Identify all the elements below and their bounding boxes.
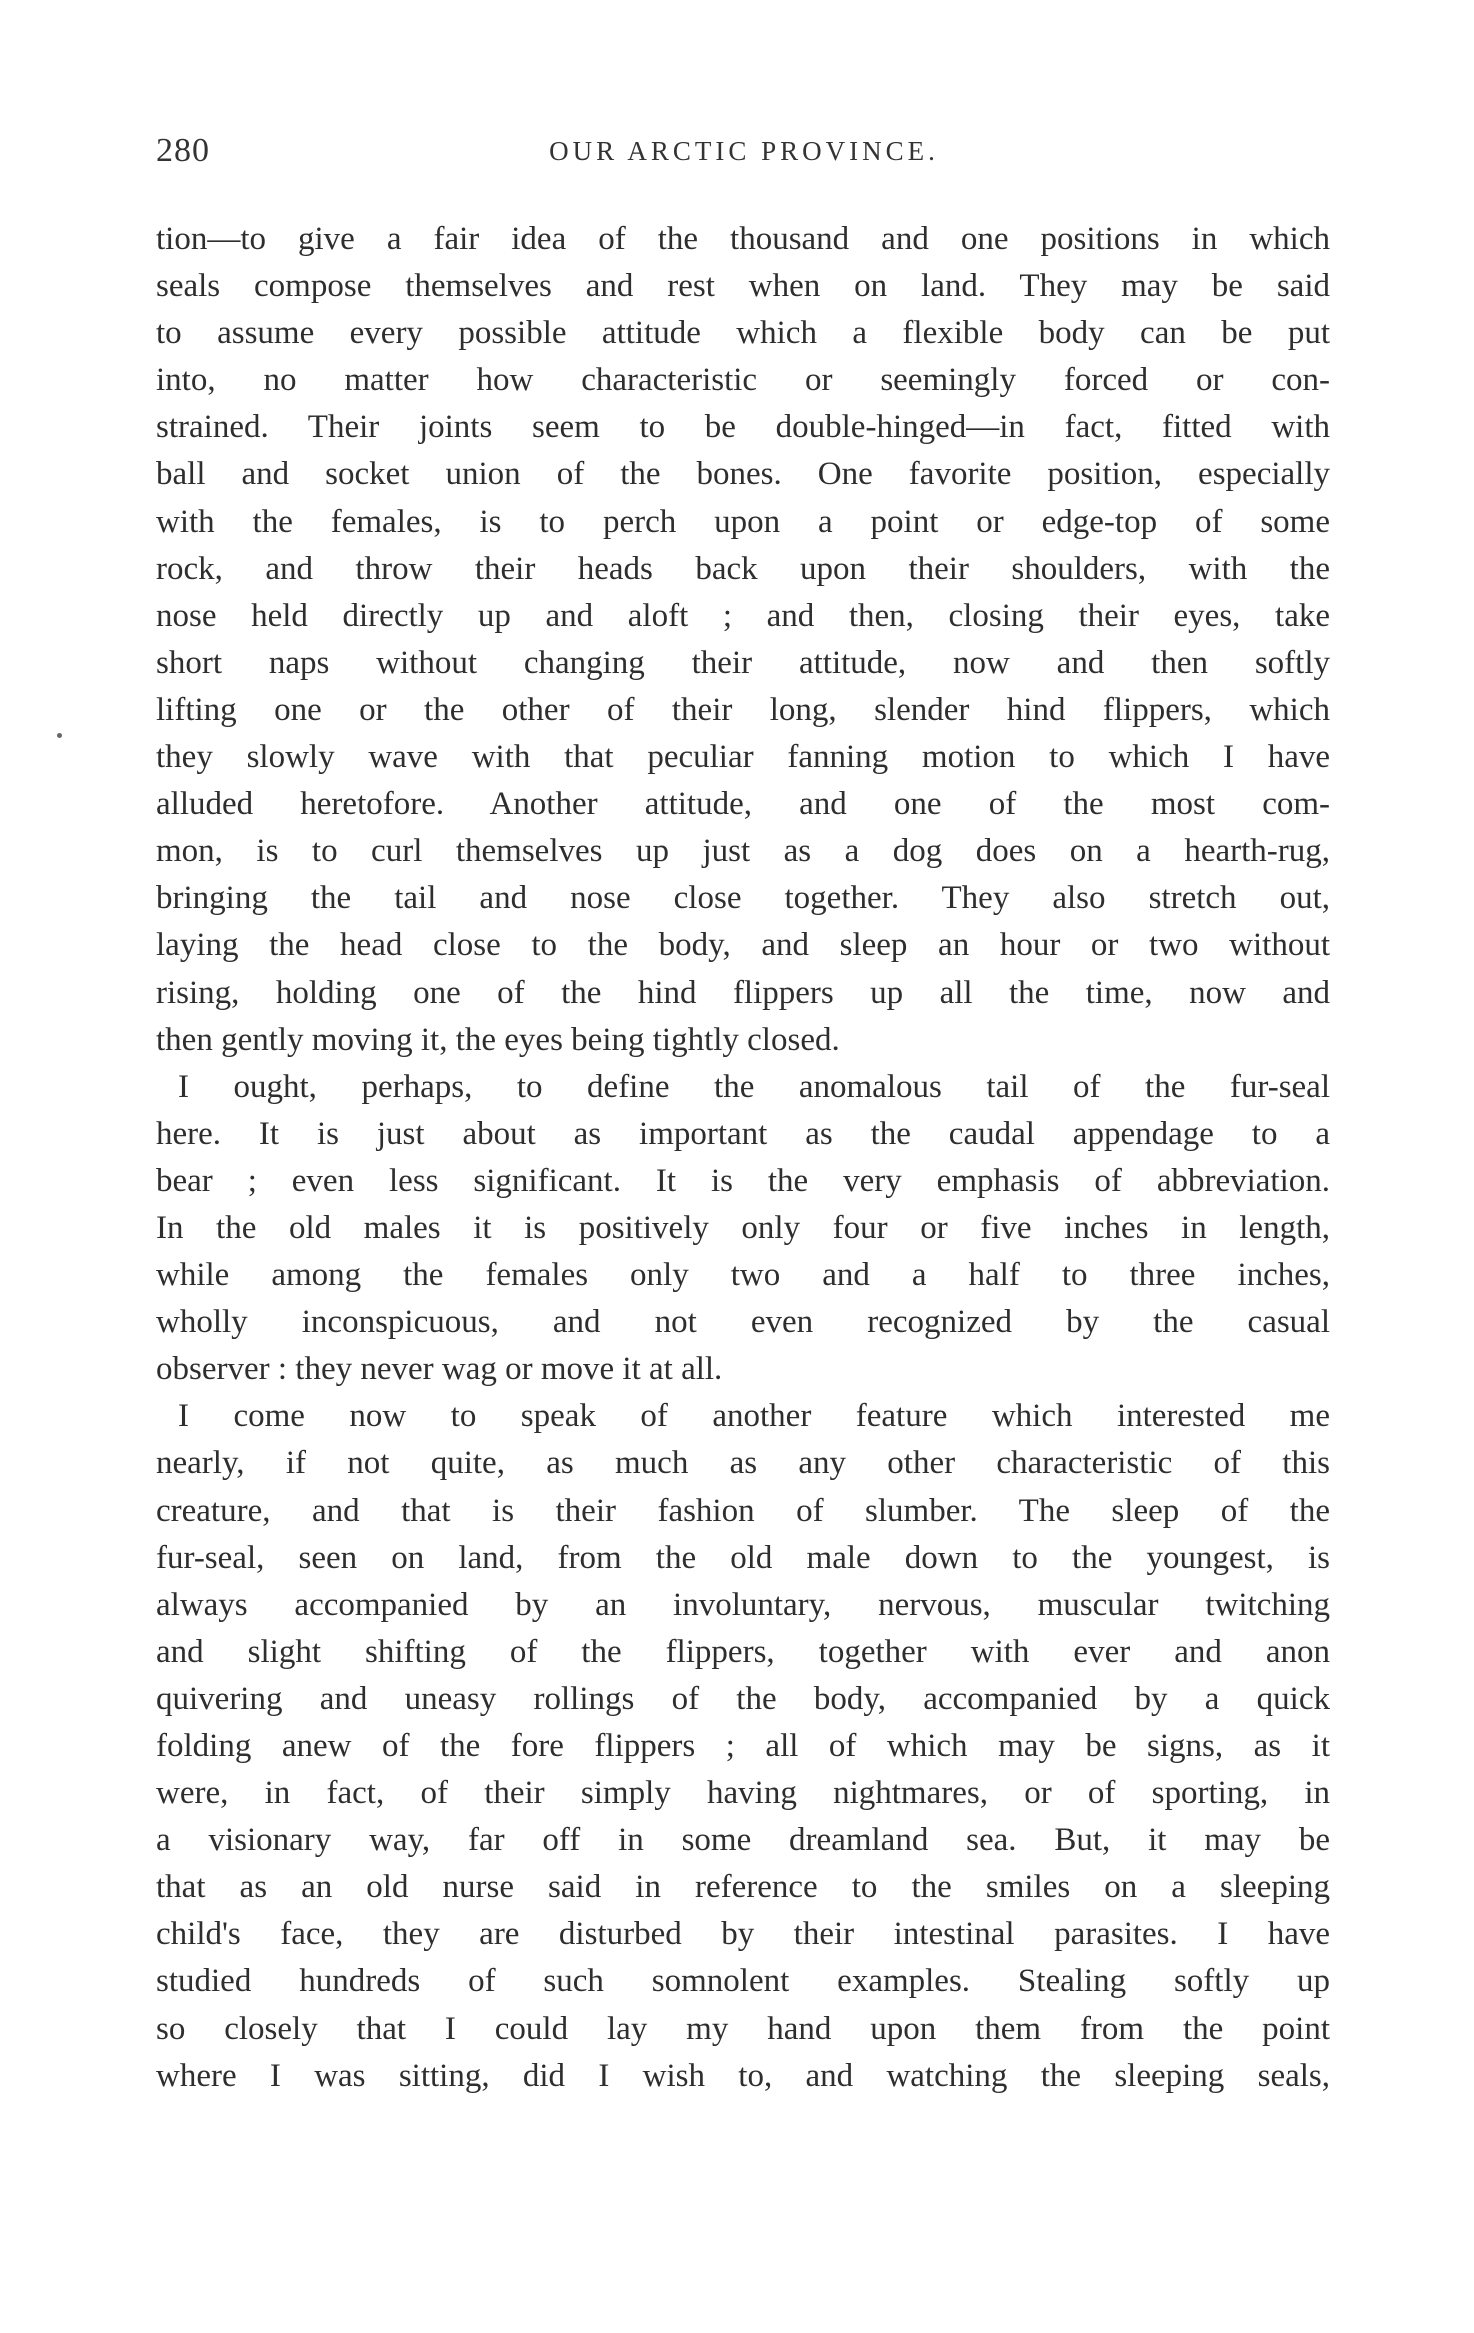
- running-title: OUR ARCTIC PROVINCE.: [549, 136, 939, 166]
- text-line: observer : they never wag or move it at all.: [156, 1351, 723, 1388]
- text-line: that as an old nurse said in reference to the smiles on a sleeping: [156, 1869, 1330, 1906]
- running-head: [156, 132, 1332, 172]
- text-line: I ought, perhaps, to define the anomalous tail of the fur-seal: [178, 1068, 1330, 1105]
- text-line: ball and socket union of the bones. One favorite position, especially: [156, 456, 1330, 493]
- text-line: fur-seal, seen on land, from the old male down to the youngest, is: [156, 1539, 1330, 1576]
- text-line: mon, is to curl themselves up just as a dog does on a hearth-rug,: [156, 833, 1330, 870]
- text-line: then gently moving it, the eyes being tightly closed.: [156, 1021, 840, 1058]
- text-line: wholly inconspicuous, and not even recognized by the casual: [156, 1304, 1330, 1341]
- text-line: nearly, if not quite, as much as any other characteristic of this: [156, 1445, 1330, 1482]
- text-line: child's face, they are disturbed by their intestinal parasites. I have: [156, 1916, 1330, 1953]
- text-line: they slowly wave with that peculiar fanning motion to which I have: [156, 739, 1330, 776]
- text-line: and slight shifting of the flippers, together with ever and anon: [156, 1633, 1330, 1670]
- page-number: 280: [156, 132, 210, 169]
- text-line: seals compose themselves and rest when on land. They may be said: [156, 268, 1330, 305]
- text-line: short naps without changing their attitude, now and then softly: [156, 644, 1330, 681]
- text-line: with the females, is to perch upon a point or edge-top of some: [156, 503, 1330, 540]
- text-line: nose held directly up and aloft ; and then, closing their eyes, take: [156, 597, 1330, 634]
- body-text: [156, 216, 1330, 2100]
- text-line: always accompanied by an involuntary, nervous, muscular twitching: [156, 1586, 1330, 1623]
- text-line: quivering and uneasy rollings of the body, accompanied by a quick: [156, 1680, 1330, 1717]
- text-line: so closely that I could lay my hand upon them from the point: [156, 2010, 1330, 2047]
- text-line: where I was sitting, did I wish to, and watching the sleeping seals,: [156, 2057, 1330, 2094]
- text-line: bringing the tail and nose close together. They also stretch out,: [156, 880, 1330, 917]
- margin-mark: [57, 733, 62, 738]
- text-line: here. It is just about as important as the caudal appendage to a: [156, 1115, 1330, 1152]
- text-line: rising, holding one of the hind flippers up all the time, now and: [156, 974, 1330, 1011]
- text-line: I come now to speak of another feature which interested me: [178, 1398, 1330, 1435]
- text-line: creature, and that is their fashion of slumber. The sleep of the: [156, 1492, 1330, 1529]
- text-line: In the old males it is positively only four or five inches in length,: [156, 1209, 1330, 1246]
- text-line: alluded heretofore. Another attitude, and one of the most com-: [156, 786, 1330, 823]
- text-line: studied hundreds of such somnolent examples. Stealing softly up: [156, 1963, 1330, 2000]
- text-line: a visionary way, far off in some dreamland sea. But, it may be: [156, 1822, 1330, 1859]
- text-line: laying the head close to the body, and sleep an hour or two without: [156, 927, 1330, 964]
- text-line: were, in fact, of their simply having nightmares, or of sporting, in: [156, 1775, 1330, 1812]
- text-line: folding anew of the fore flippers ; all of which may be signs, as it: [156, 1728, 1330, 1764]
- text-line: while among the females only two and a half to three inches,: [156, 1257, 1330, 1294]
- text-line: tion—to give a fair idea of the thousand and one positions in which: [156, 221, 1330, 257]
- text-line: bear ; even less significant. It is the very emphasis of abbreviation.: [156, 1162, 1330, 1199]
- text-line: lifting one or the other of their long, slender hind flippers, which: [156, 691, 1330, 728]
- text-line: rock, and throw their heads back upon their shoulders, with the: [156, 550, 1330, 587]
- text-line: to assume every possible attitude which a flexible body can be put: [156, 315, 1330, 352]
- text-line: into, no matter how characteristic or seemingly forced or con-: [156, 362, 1330, 399]
- text-line: strained. Their joints seem to be double-hinged—in fact, fitted with: [156, 409, 1330, 446]
